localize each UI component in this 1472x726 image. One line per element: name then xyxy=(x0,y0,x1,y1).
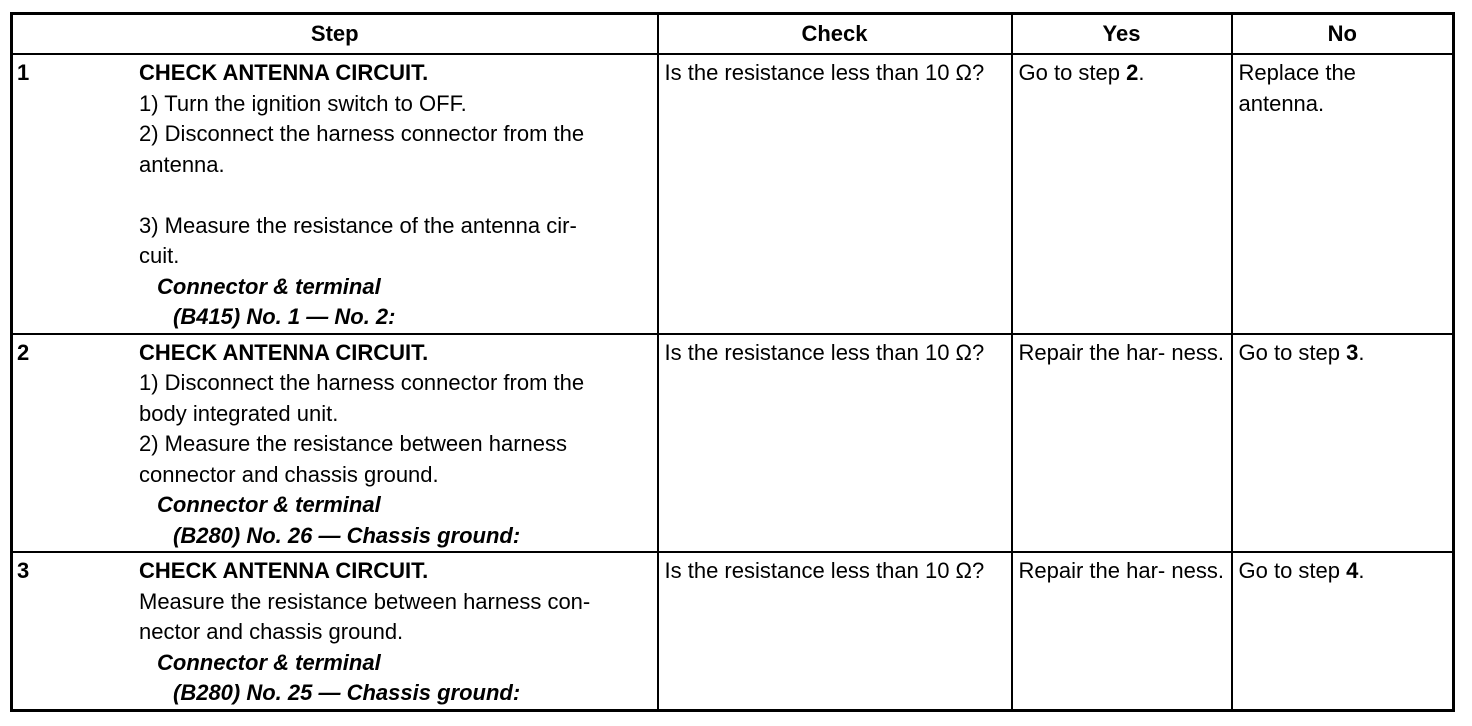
connector-label: Connector & terminal xyxy=(157,273,381,299)
header-step: Step xyxy=(12,14,658,55)
yes-cell: Repair the har- ness. xyxy=(1012,552,1232,710)
step-line: Measure the resistance between harness con- xyxy=(139,588,591,614)
no-step-ref: 4 xyxy=(1346,558,1359,584)
check-cell: Is the resistance less than 10 Ω? xyxy=(658,54,1012,334)
yes-suffix: . xyxy=(1138,60,1145,85)
no-cell xyxy=(1232,552,1454,710)
connector-label: Connector & terminal xyxy=(157,649,381,675)
yes-step-ref: 2 xyxy=(1126,60,1139,85)
step-body xyxy=(139,58,651,333)
header-no: No xyxy=(1232,14,1454,55)
yes-cell xyxy=(1012,54,1232,334)
yes-cell: Repair the har- ness. xyxy=(1012,334,1232,553)
step-title: CHECK ANTENNA CIRCUIT. xyxy=(139,60,429,85)
header-check: Check xyxy=(658,14,1012,55)
step-line: nector and chassis ground. xyxy=(139,619,404,645)
yes-prefix: Go to step xyxy=(1018,60,1127,85)
step-number: 3 xyxy=(17,558,30,584)
step-number: 1 xyxy=(17,60,30,85)
step-line: connector and chassis ground. xyxy=(139,461,439,487)
step-cell xyxy=(12,334,658,553)
step-line: cuit. xyxy=(139,243,180,268)
step-body xyxy=(139,556,651,709)
table-row xyxy=(12,552,1454,710)
header-row xyxy=(12,14,1454,55)
diagnostic-table xyxy=(10,12,1455,712)
connector-label: Connector & terminal xyxy=(157,492,381,518)
step-cell xyxy=(12,54,658,334)
connector-value: (B280) No. 26 — Chassis ground: xyxy=(173,522,521,548)
no-suffix: . xyxy=(1358,339,1365,365)
no-prefix: Go to step xyxy=(1238,339,1347,365)
no-prefix: Go to step xyxy=(1238,558,1347,584)
step-title: CHECK ANTENNA CIRCUIT. xyxy=(139,558,429,584)
connector-value: (B415) No. 1 — No. 2: xyxy=(173,304,396,329)
step-cell xyxy=(12,552,658,710)
connector-value: (B280) No. 25 — Chassis ground: xyxy=(173,680,521,706)
step-line: 3) Measure the resistance of the antenna cir- xyxy=(139,212,577,238)
check-cell: Is the resistance less than 10 Ω? xyxy=(658,552,1012,710)
step-body xyxy=(139,338,651,552)
step-line: body integrated unit. xyxy=(139,400,339,426)
step-line: antenna. xyxy=(139,151,225,177)
step-number: 2 xyxy=(17,339,30,365)
step-line: 2) Disconnect the harness connector from the xyxy=(139,121,585,146)
no-suffix: . xyxy=(1358,558,1365,584)
step-line: 2) Measure the resistance between harness xyxy=(139,431,568,457)
no-step-ref: 3 xyxy=(1346,339,1359,365)
step-line: 1) Disconnect the harness connector from the xyxy=(139,370,585,396)
no-cell: Replace the antenna. xyxy=(1232,54,1454,334)
table-row xyxy=(12,334,1454,553)
table-row xyxy=(12,54,1454,334)
step-line: 1) Turn the ignition switch to OFF. xyxy=(139,90,467,116)
spacer xyxy=(139,180,651,211)
check-cell: Is the resistance less than 10 Ω? xyxy=(658,334,1012,553)
step-title: CHECK ANTENNA CIRCUIT. xyxy=(139,339,429,365)
no-cell xyxy=(1232,334,1454,553)
header-yes: Yes xyxy=(1012,14,1232,55)
